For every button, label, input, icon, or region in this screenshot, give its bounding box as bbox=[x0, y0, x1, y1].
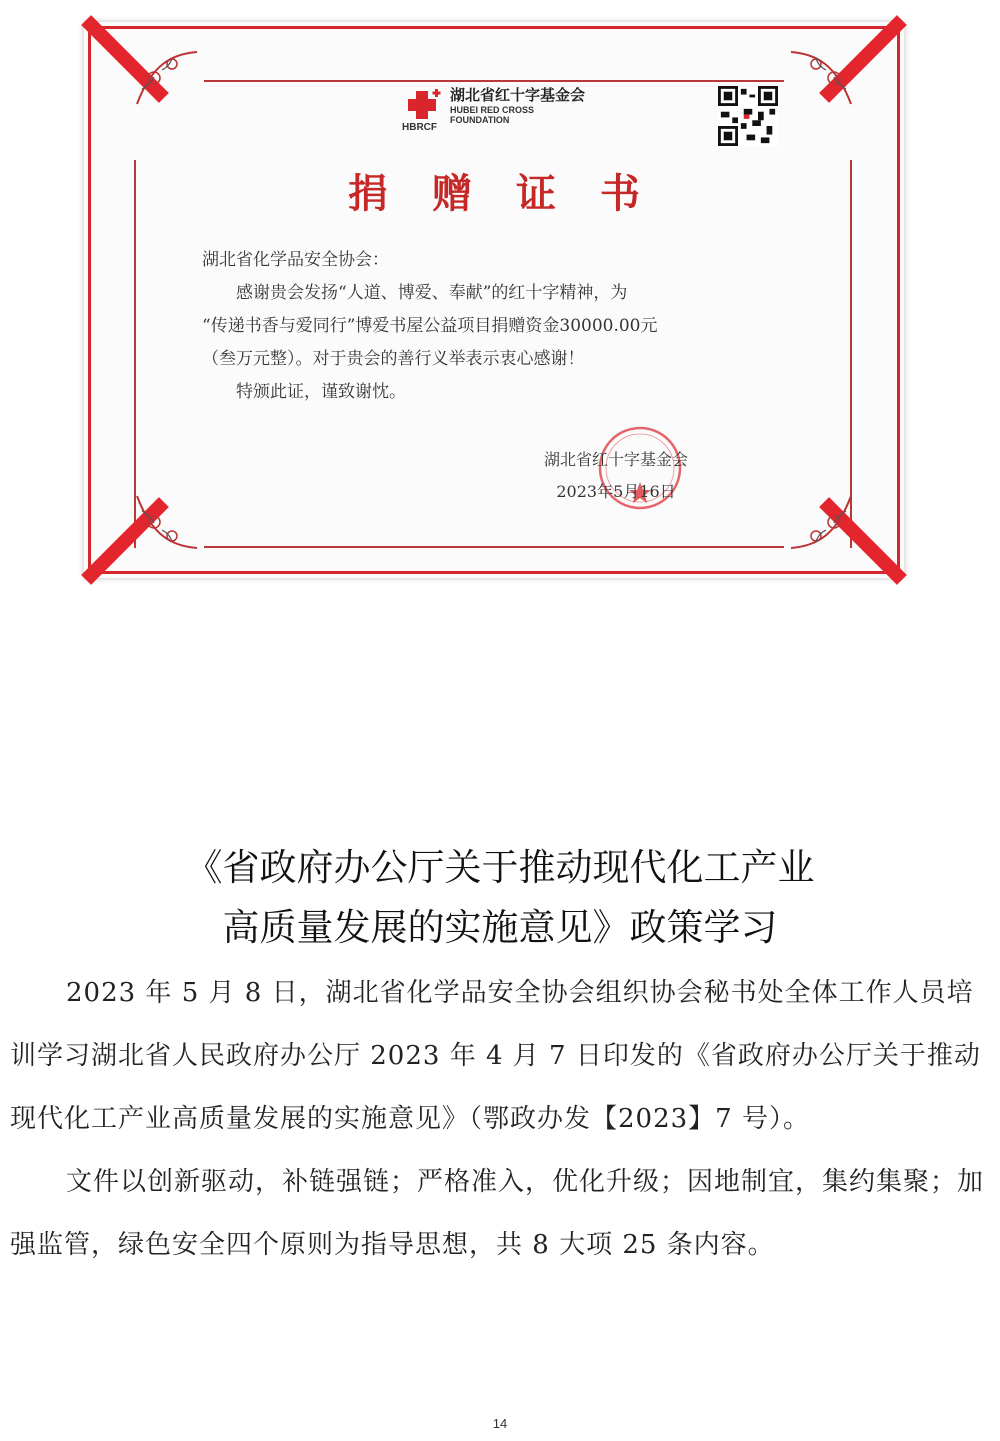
article-heading bbox=[0, 838, 1000, 958]
page-number: 14 bbox=[492, 1416, 508, 1431]
logo-chinese-name: 湖北省红十字基金会 bbox=[450, 86, 586, 104]
floral-ornament-icon bbox=[786, 486, 856, 556]
certificate-signature bbox=[544, 444, 688, 508]
qr-code-icon bbox=[718, 86, 778, 146]
floral-ornament-icon bbox=[786, 44, 856, 114]
certificate-body-line: “传递书香与爱同行”博爱书屋公益项目捐赠资金30000.00元 bbox=[202, 316, 658, 336]
logo-english-line2: FOUNDATION bbox=[450, 115, 510, 125]
red-cross-icon bbox=[402, 85, 442, 125]
certificate-body-line: 特颁此证，谨致谢忱。 bbox=[236, 382, 406, 402]
article-body bbox=[10, 962, 985, 1277]
donation-certificate-image bbox=[84, 22, 904, 578]
article-heading-line1: 《省政府办公厅关于推动现代化工产业 bbox=[185, 846, 815, 889]
signature-date: 2023年5月16日 bbox=[556, 482, 676, 501]
red-cross-foundation-logo bbox=[402, 84, 585, 125]
certificate-title: 捐赠证书 bbox=[348, 170, 684, 217]
floral-ornament-icon bbox=[132, 44, 202, 114]
article-paragraph: 2023 年 5 月 8 日，湖北省化学品安全协会组织协会秘书处全体工作人员培训学习湖北省人民政府办公厅 2023 年 4 月 7 日印发的《省政府办公厅关于推动现代化工产业高质量发展的实施意见》（鄂政办发【2023】7 号）。 bbox=[10, 978, 981, 1134]
floral-ornament-icon bbox=[132, 486, 202, 556]
certificate-top-rule bbox=[204, 80, 784, 82]
certificate-body bbox=[202, 244, 802, 409]
article-heading-line2: 高质量发展的实施意见》政策学习 bbox=[222, 906, 778, 949]
logo-abbreviation: HBRCF bbox=[402, 122, 437, 133]
certificate-recipient: 湖北省化学品安全协会： bbox=[202, 250, 389, 270]
certificate-body-line: （叁万元整）。对于贵会的善行义举表示衷心感谢！ bbox=[202, 349, 585, 369]
certificate-body-line: 感谢贵会发扬“人道、博爱、奉献”的红十字精神，为 bbox=[236, 283, 628, 303]
logo-english-line1: HUBEI RED CROSS bbox=[450, 105, 535, 115]
signature-organization: 湖北省红十字基金会 bbox=[544, 450, 689, 469]
article-paragraph: 文件以创新驱动，补链强链；严格准入，优化升级；因地制宜，集约集聚；加强监管，绿色安全四个原则为指导思想，共 8 大项 25 条内容。 bbox=[10, 1167, 985, 1260]
